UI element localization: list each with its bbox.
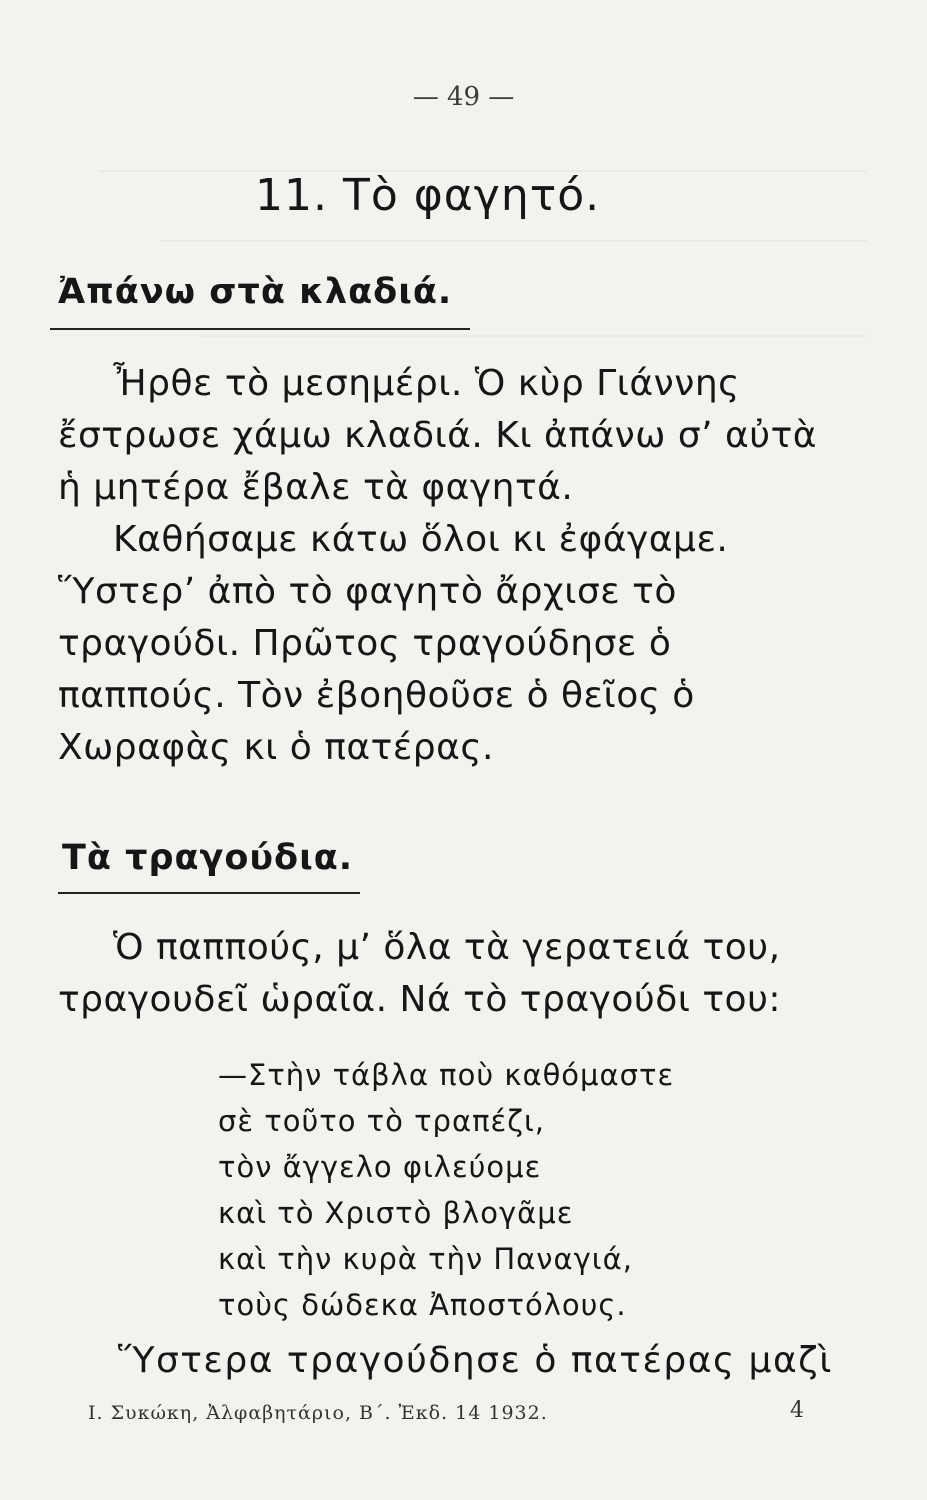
verse-line: —Στὴν τάβλα ποὺ καθόμαστε [218, 1058, 675, 1092]
song-verse [218, 1052, 674, 1328]
paragraph: Ὁ παππούς, μ’ ὅλα τὰ γερατειά του, τραγουδεῖ ὡραῖα. Νά τὸ τραγούδι του: [58, 927, 782, 1020]
signature-number: 4 [790, 1398, 804, 1423]
section-songs-body [58, 922, 848, 1026]
verse-line: τὸν ἄγγελο φιλεύομε [218, 1150, 542, 1184]
heading-underline [58, 892, 360, 894]
verse-line: καὶ τὸ Χριστὸ βλογᾶμε [218, 1196, 574, 1230]
heading-underline [50, 328, 470, 330]
section-branches-body [58, 358, 848, 774]
verse-line: σὲ τοῦτο τὸ τραπέζι, [218, 1104, 546, 1138]
verse-line: τοὺς δώδεκα Ἀποστόλους. [218, 1288, 627, 1322]
section-heading-branches: Ἀπάνω στὰ κλαδιά. [58, 272, 453, 312]
page-number: — 49 — [412, 82, 515, 112]
chapter-title: 11. Τὸ φαγητό. [255, 170, 601, 221]
paragraph: Ἦρθε τὸ μεσημέρι. Ὁ κὺρ Γιάννης ἔστρωσε χάμω κλαδιά. Κι ἀπάνω σ’ αὐτὰ ἡ μητέρα ἔβαλε τὰ φαγητά. [58, 363, 817, 508]
bleed-through-line [200, 335, 867, 337]
verse-line: καὶ τὴν κυρὰ τὴν Παναγιά, [218, 1242, 633, 1276]
section-heading-songs: Τὰ τραγούδια. [62, 838, 354, 878]
bleed-through-line [160, 240, 867, 242]
paragraph: Καθήσαμε κάτω ὅλοι κι ἐφάγαμε. Ὕστερ’ ἀπὸ τὸ φαγητὸ ἄρχισε τὸ τραγούδι. Πρῶτος τραγούδησε ὁ παππούς. Τὸν ἐβοηθοῦσε ὁ θεῖος ὁ Χωραφὰς κι ὁ πατέρας. [58, 519, 729, 768]
continuation-line: Ὕστερα τραγούδησε ὁ πατέρας μαζὶ [118, 1340, 833, 1381]
footer-imprint: Ι. Συκώκη, Ἀλφαβητάριο, Β΄. Ἐκδ. 14 1932. [88, 1402, 548, 1424]
